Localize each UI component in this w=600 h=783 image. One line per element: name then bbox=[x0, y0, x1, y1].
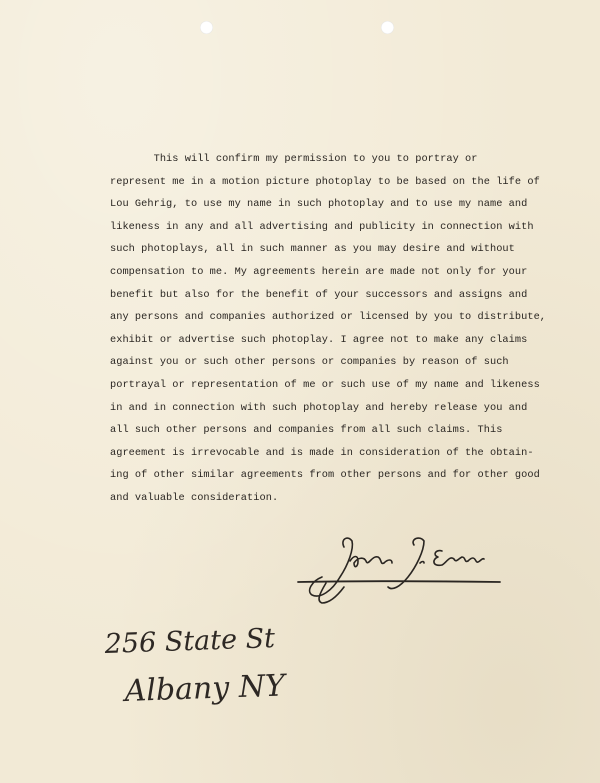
letter-line: benefit but also for the benefit of your successors and assigns and bbox=[110, 288, 528, 301]
letter-line: represent me in a motion picture photoplay to be based on the life of bbox=[110, 175, 540, 188]
letter-line: any persons and companies authorized or licensed by you to distribute, bbox=[110, 311, 547, 324]
address-line-2: Albany NY bbox=[124, 668, 286, 709]
letter-line: Lou Gehrig, to use my name in such photoplay and to use my name and bbox=[110, 198, 528, 211]
handwritten-address bbox=[95, 615, 295, 720]
letter-line: against you or such other persons or companies by reason of such bbox=[110, 356, 509, 369]
signature bbox=[292, 525, 507, 610]
letter-line: all such other persons and companies from all such claims. This bbox=[110, 424, 503, 437]
letter-line: portrayal or representation of me or such use of my name and likeness bbox=[110, 378, 540, 391]
letter-line: ing of other similar agreements from other persons and for other good bbox=[110, 469, 540, 482]
letter-line: This will confirm my permission to you to portray or bbox=[110, 153, 478, 165]
address-line-1: 256 State St bbox=[104, 623, 276, 660]
punch-hole-left bbox=[200, 21, 213, 34]
letter-line: such photoplays, all in such manner as you may desire and without bbox=[110, 243, 515, 256]
typed-letter-body bbox=[110, 148, 550, 510]
letter-line: agreement is irrevocable and is made in consideration of the obtain- bbox=[110, 446, 534, 459]
letter-line: compensation to me. My agreements herein are made not only for your bbox=[110, 265, 528, 278]
handwritten-address-art bbox=[95, 615, 295, 720]
letter-line: and valuable consideration. bbox=[110, 491, 279, 504]
signature-scribble bbox=[292, 525, 507, 610]
letter-line: exhibit or advertise such photoplay. I agree not to make any claims bbox=[110, 333, 528, 346]
letter-line: likeness in any and all advertising and publicity in connection with bbox=[110, 220, 534, 233]
punch-hole-right bbox=[381, 21, 394, 34]
letter-line: in and in connection with such photoplay and hereby release you and bbox=[110, 401, 528, 414]
